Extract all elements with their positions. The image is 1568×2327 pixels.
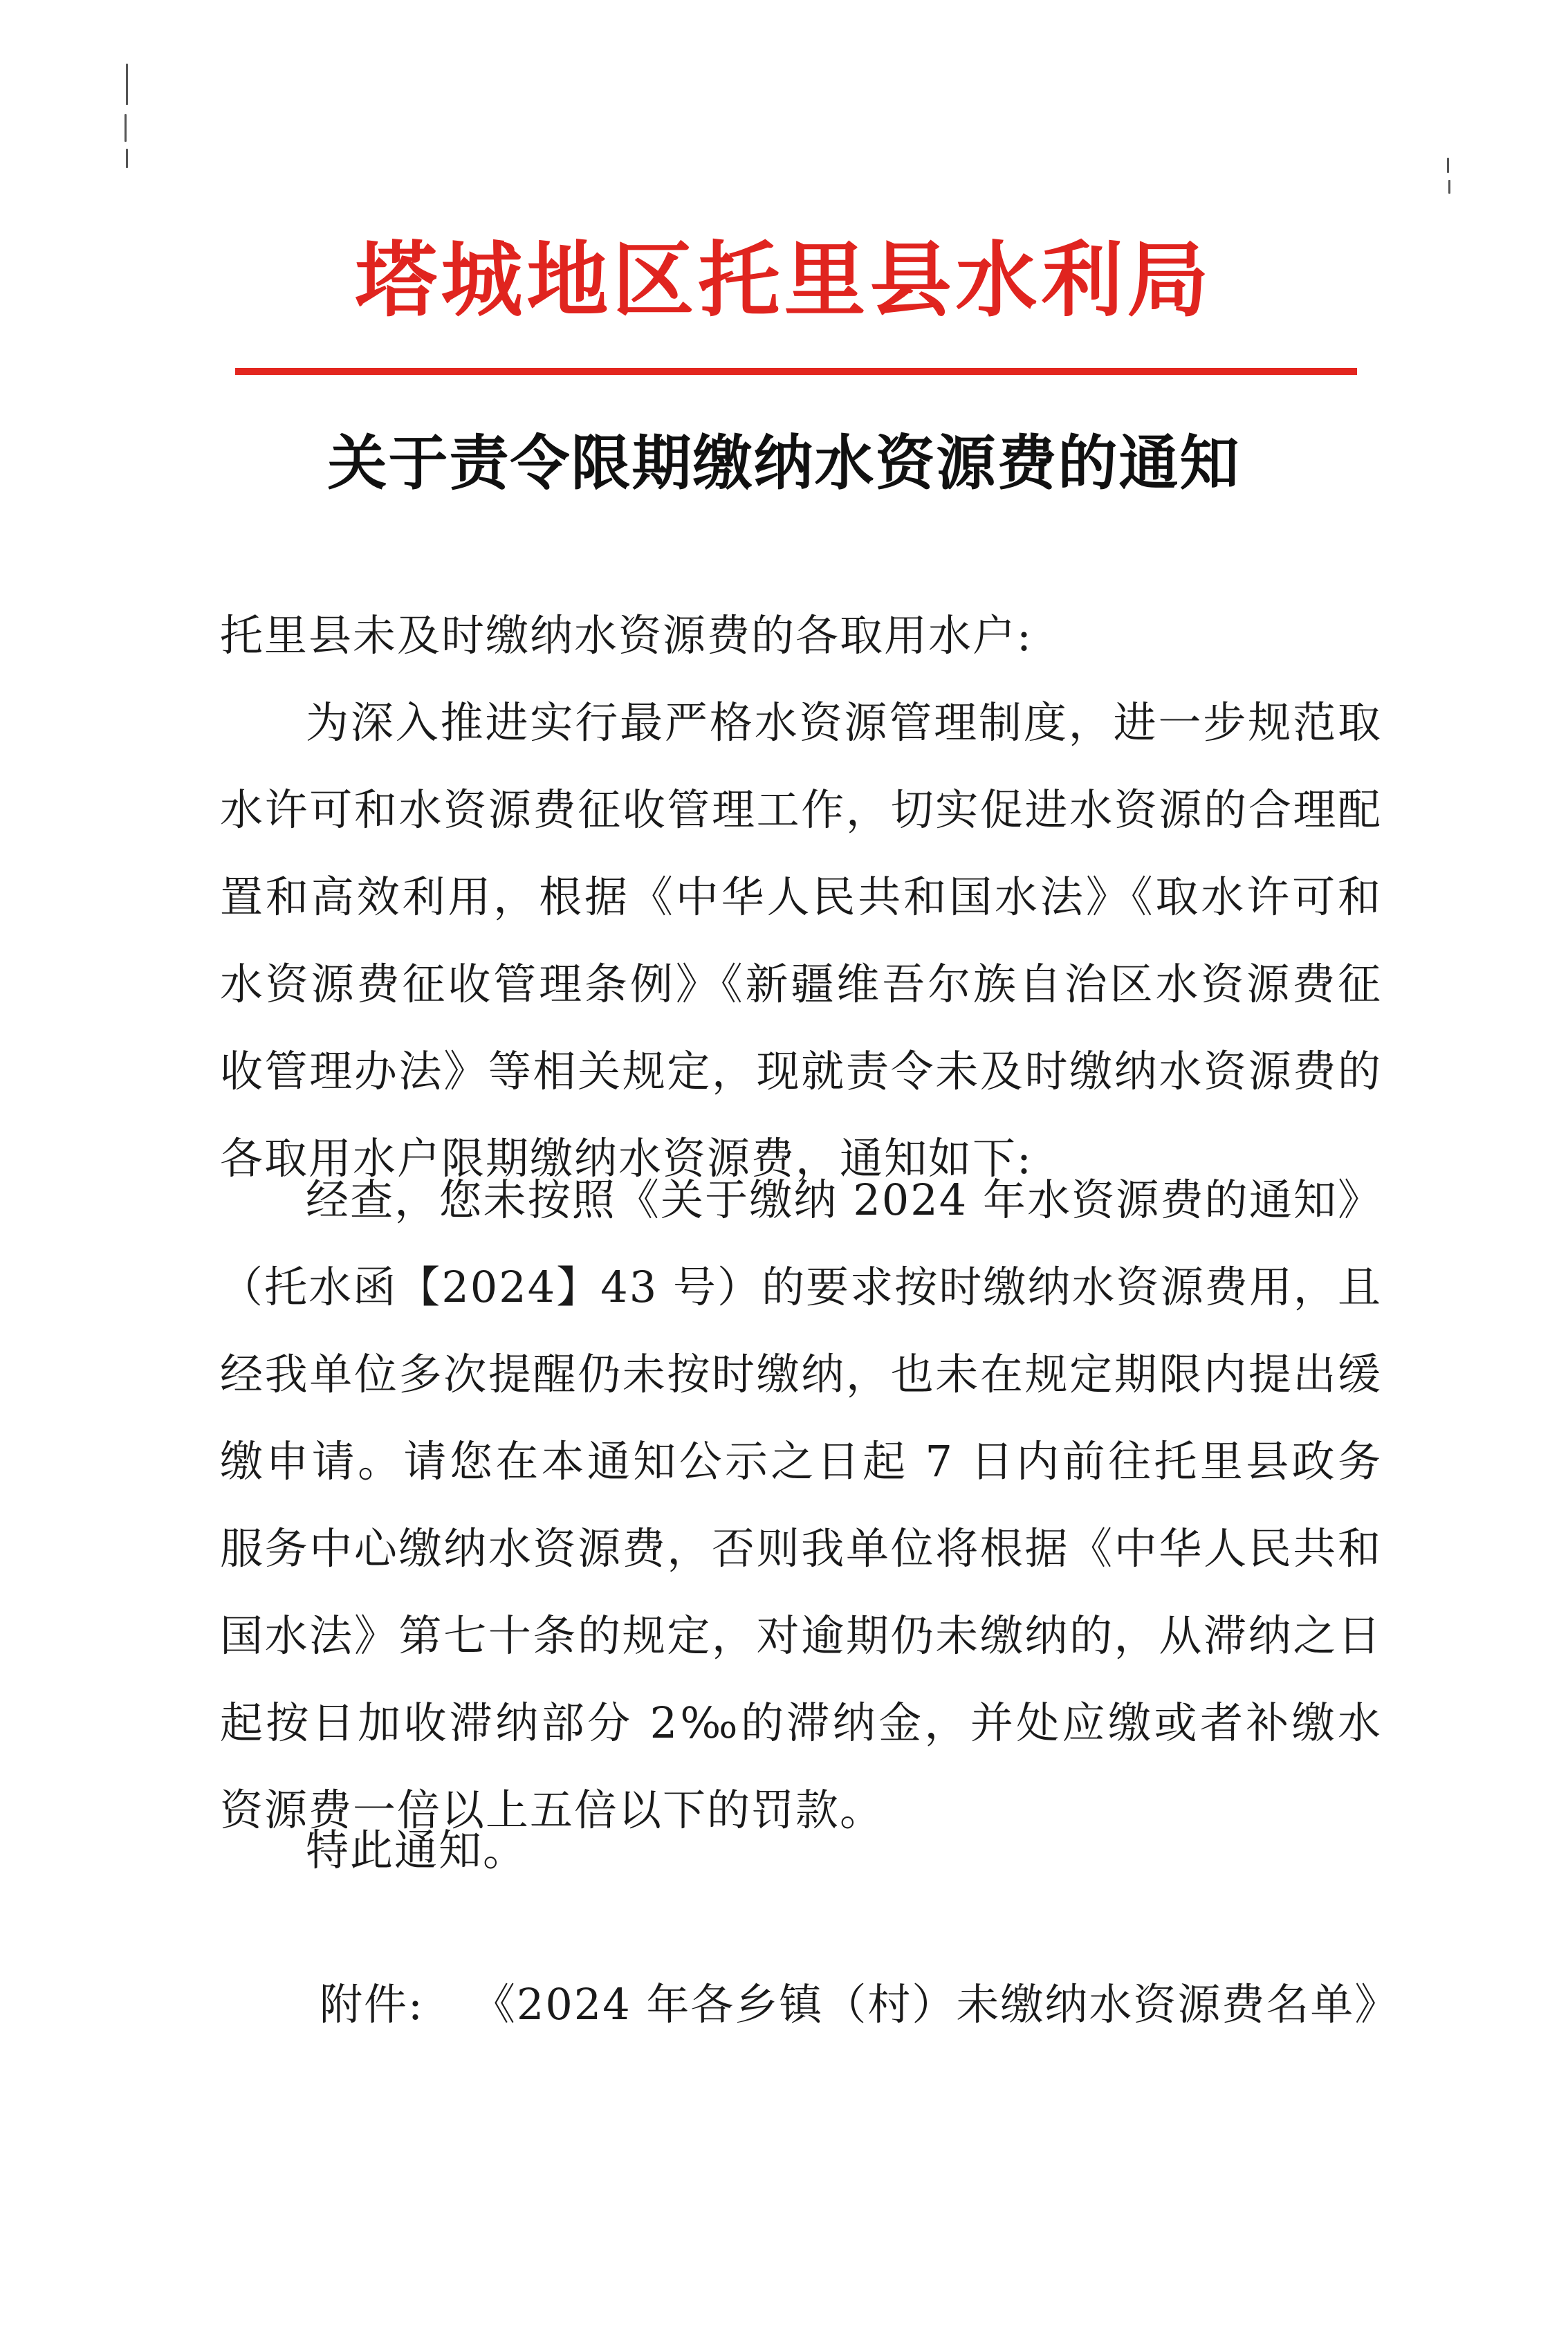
salutation: 托里县未及时缴纳水资源费的各取用水户:: [220, 610, 1033, 661]
closing-line: 特此通知。: [306, 1825, 528, 1875]
document-title: 关于责令限期缴纳水资源费的通知: [327, 428, 1241, 498]
attachment-title: 《2024 年各乡镇（村）未缴纳水资源费名单》: [472, 1979, 1399, 2030]
scan-edge-mark: [126, 64, 128, 105]
issuer-masthead: 塔城地区托里县水利局: [355, 232, 1213, 328]
scan-edge-mark: [126, 149, 128, 168]
paragraph-background: 为深入推进实行最严格水资源管理制度，进一步规范取水许可和水资源费征收管理工作，切实促进水资源的合理配置和高效利用，根据《中华人民共和国水法》《取水许可和水资源费征收管理条例》《新疆维吾尔族自治区水资源费征收管理办法》等相关规定，现就责令未及时缴纳水资源费的各取用水户限期缴纳水资源费，通知如下:: [220, 697, 1382, 1184]
attachment-line: [320, 1963, 1426, 2046]
scan-edge-mark: [124, 114, 127, 142]
paragraph-findings: 经查，您未按照《关于缴纳 2024 年水资源费的通知》（托水函【2024】43 号）的要求按时缴纳水资源费用，且经我单位多次提醒仍未按时缴纳，也未在规定期限内提出缓缴申请。请您在本通知公示之日起 7 日内前往托里县政务服务中心缴纳水资源费，否则我单位将根据《中华人民共和国水法》第七十条的规定，对逾期仍未缴纳的，从滞纳之日起按日加收滞纳部分 2‰的滞纳金，并处应缴或者补缴水资源费一倍以上五倍以下的罚款。: [220, 1175, 1382, 1835]
scan-edge-mark: [1447, 158, 1449, 173]
attachment-label: 附件:: [320, 1979, 424, 2030]
scan-edge-mark: [1448, 180, 1450, 194]
masthead-divider: [235, 368, 1357, 375]
